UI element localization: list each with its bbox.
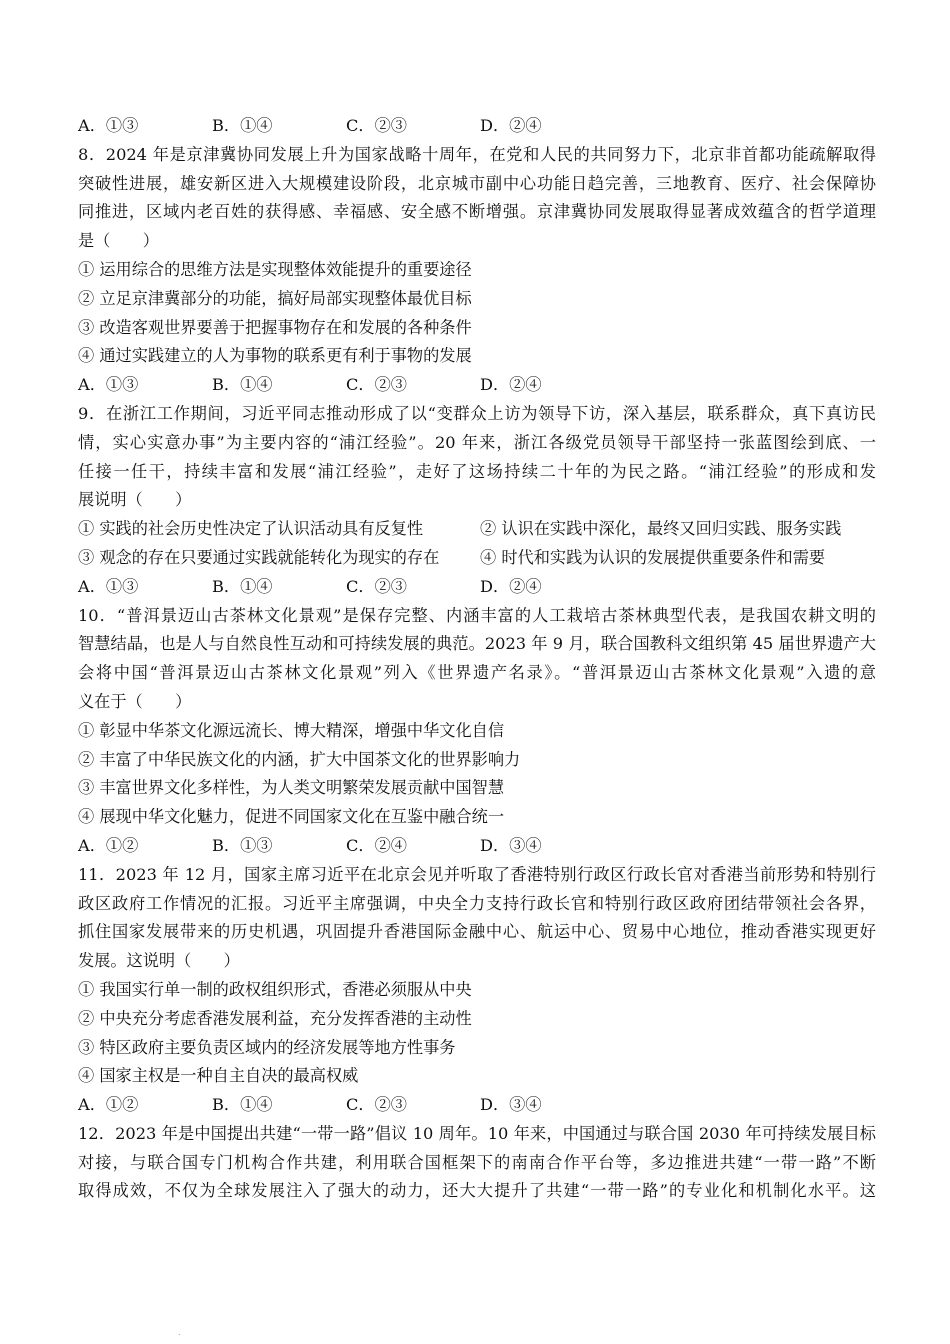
q10-option-b: B．①③ (212, 835, 273, 855)
q11-stem-line: 11．2023 年 12 月，国家主席习近平在北京会见并听取了香港特别行政区行政长官对香港当前形势和特别行 (78, 864, 876, 884)
q7-option-c: C．②③ (346, 116, 407, 135)
question-11 (78, 861, 876, 1120)
q9-option-d: D．②④ (480, 576, 542, 596)
q8-item-2: ② 立足京津冀部分的功能，搞好局部实现整体最优目标 (78, 288, 472, 308)
q8-stem-line: 突破性进展，雄安新区进入大规模建设阶段，北京城市副中心功能日趋完善，三地教育、医疗、社会保障协 (78, 173, 876, 193)
question-8 (78, 141, 876, 400)
q9-stem-line: 任接一任干，持续丰富和发展“浦江经验”，走好了这场持续二十年的为民之路。“浦江经验”的形成和发 (78, 461, 876, 481)
q9-option-b: B．①④ (212, 576, 273, 596)
q12-stem-line: 取得成效，不仅为全球发展注入了强大的动力，还大大提升了共建“一带一路”的专业化和机制化水平。这 (78, 1181, 876, 1201)
q11-option-c: C．②③ (346, 1095, 407, 1115)
q8-item-4: ④ 通过实践建立的人为事物的联系更有利于事物的发展 (78, 346, 472, 366)
footer-mark: . (178, 1328, 181, 1337)
q10-stem-line: 义在于（ ） (78, 691, 192, 711)
q10-stem-line: 智慧结晶，也是人与自然良性互动和可持续发展的典范。2023 年 9 月，联合国教科文组织第 45 届世界遗产大 (78, 634, 876, 654)
exam-page (78, 112, 876, 1206)
q9-items-row (78, 544, 876, 573)
q7-option-a: A．①③ (78, 116, 139, 135)
q7-options (78, 112, 876, 141)
question-9 (78, 400, 876, 602)
q11-item-4: ④ 国家主权是一种自主自决的最高权威 (78, 1066, 359, 1086)
q11-stem-line: 发展。这说明（ ） (78, 951, 240, 971)
q11-option-d: D．③④ (480, 1095, 542, 1115)
q9-item-2: ② 认识在实践中深化，最终又回归实践、服务实践 (480, 519, 842, 539)
q8-option-d: D．②④ (480, 375, 542, 395)
q8-option-c: C．②③ (346, 375, 407, 395)
q7-option-b: B．①④ (212, 116, 273, 135)
q9-item-1: ① 实践的社会历史性决定了认识活动具有反复性 (78, 519, 424, 539)
q11-item-2: ② 中央充分考虑香港发展利益，充分发挥香港的主动性 (78, 1008, 472, 1028)
q8-option-a: A．①③ (78, 375, 139, 395)
q9-stem-line: 展说明（ ） (78, 490, 192, 510)
q10-stem-line: 10．“普洱景迈山古茶林文化景观”是保存完整、内涵丰富的人工栽培古茶林典型代表，是我国农耕文明的 (78, 605, 876, 625)
q9-option-c: C．②③ (346, 576, 407, 596)
q8-item-3: ③ 改造客观世界要善于把握事物存在和发展的各种条件 (78, 317, 472, 337)
q10-item-2: ② 丰富了中华民族文化的内涵，扩大中国茶文化的世界影响力 (78, 749, 521, 769)
q11-item-1: ① 我国实行单一制的政权组织形式，香港必须服从中央 (78, 979, 472, 999)
q11-options (78, 1091, 876, 1120)
q9-options (78, 573, 876, 602)
question-12 (78, 1120, 876, 1206)
q9-option-a: A．①③ (78, 576, 139, 596)
q9-item-4: ④ 时代和实践为认识的发展提供重要条件和需要 (480, 547, 826, 567)
q10-option-d: D．③④ (480, 835, 542, 855)
q11-option-a: A．①② (78, 1095, 139, 1115)
q8-options (78, 371, 876, 400)
q10-item-3: ③ 丰富世界文化多样性，为人类文明繁荣发展贡献中国智慧 (78, 778, 505, 798)
q8-stem-line: 同推进，区域内老百姓的获得感、幸福感、安全感不断增强。京津冀协同发展取得显著成效蕴含的哲学道理 (78, 202, 876, 222)
q10-item-1: ① 彰显中华茶文化源远流长、博大精深，增强中华文化自信 (78, 720, 505, 740)
q8-stem-line: 是（ ） (78, 231, 159, 251)
q9-stem-line: 情，实心实意办事”为主要内容的“浦江经验”。20 年来，浙江各级党员领导干部坚持一张蓝图绘到底、一 (78, 432, 876, 452)
q11-stem-line: 抓住国家发展带来的历史机遇，巩固提升香港国际金融中心、航运中心、贸易中心地位，推动香港实现更好 (78, 922, 876, 942)
q11-item-3: ③ 特区政府主要负责区域内的经济发展等地方性事务 (78, 1037, 456, 1057)
q8-stem-line: 8．2024 年是京津冀协同发展上升为国家战略十周年，在党和人民的共同努力下，北京非首都功能疏解取得 (78, 144, 876, 164)
q9-item-3: ③ 观念的存在只要通过实践就能转化为现实的存在 (78, 547, 440, 567)
q7-option-d: D．②④ (480, 116, 542, 135)
q8-option-b: B．①④ (212, 375, 273, 395)
q9-stem-line: 9．在浙江工作期间，习近平同志推动形成了以“变群众上访为领导下访，深入基层，联系群众，真下真访民 (78, 403, 876, 423)
q10-stem-line: 会将中国“普洱景迈山古茶林文化景观”列入《世界遗产名录》。“普洱景迈山古茶林文化景观”入遗的意 (78, 663, 876, 683)
q10-option-a: A．①② (78, 835, 139, 855)
question-10 (78, 602, 876, 861)
q10-options (78, 832, 876, 861)
q11-option-b: B．①④ (212, 1095, 273, 1115)
q8-item-1: ① 运用综合的思维方法是实现整体效能提升的重要途径 (78, 259, 472, 279)
q9-items-row (78, 515, 876, 544)
q12-stem-line: 12．2023 年是中国提出共建“一带一路”倡议 10 周年。10 年来，中国通过与联合国 2030 年可持续发展目标 (78, 1123, 876, 1143)
q10-item-4: ④ 展现中华文化魅力，促进不同国家文化在互鉴中融合统一 (78, 807, 505, 827)
q12-stem-line: 对接，与联合国专门机构合作共建，利用联合国框架下的南南合作平台等，多边推进共建“一带一路”不断 (78, 1152, 876, 1172)
q11-stem-line: 政区政府工作情况的汇报。习近平主席强调，中央全力支持行政长官和特别行政区政府团结带领社会各界， (78, 893, 876, 913)
q10-option-c: C．②④ (346, 835, 407, 855)
